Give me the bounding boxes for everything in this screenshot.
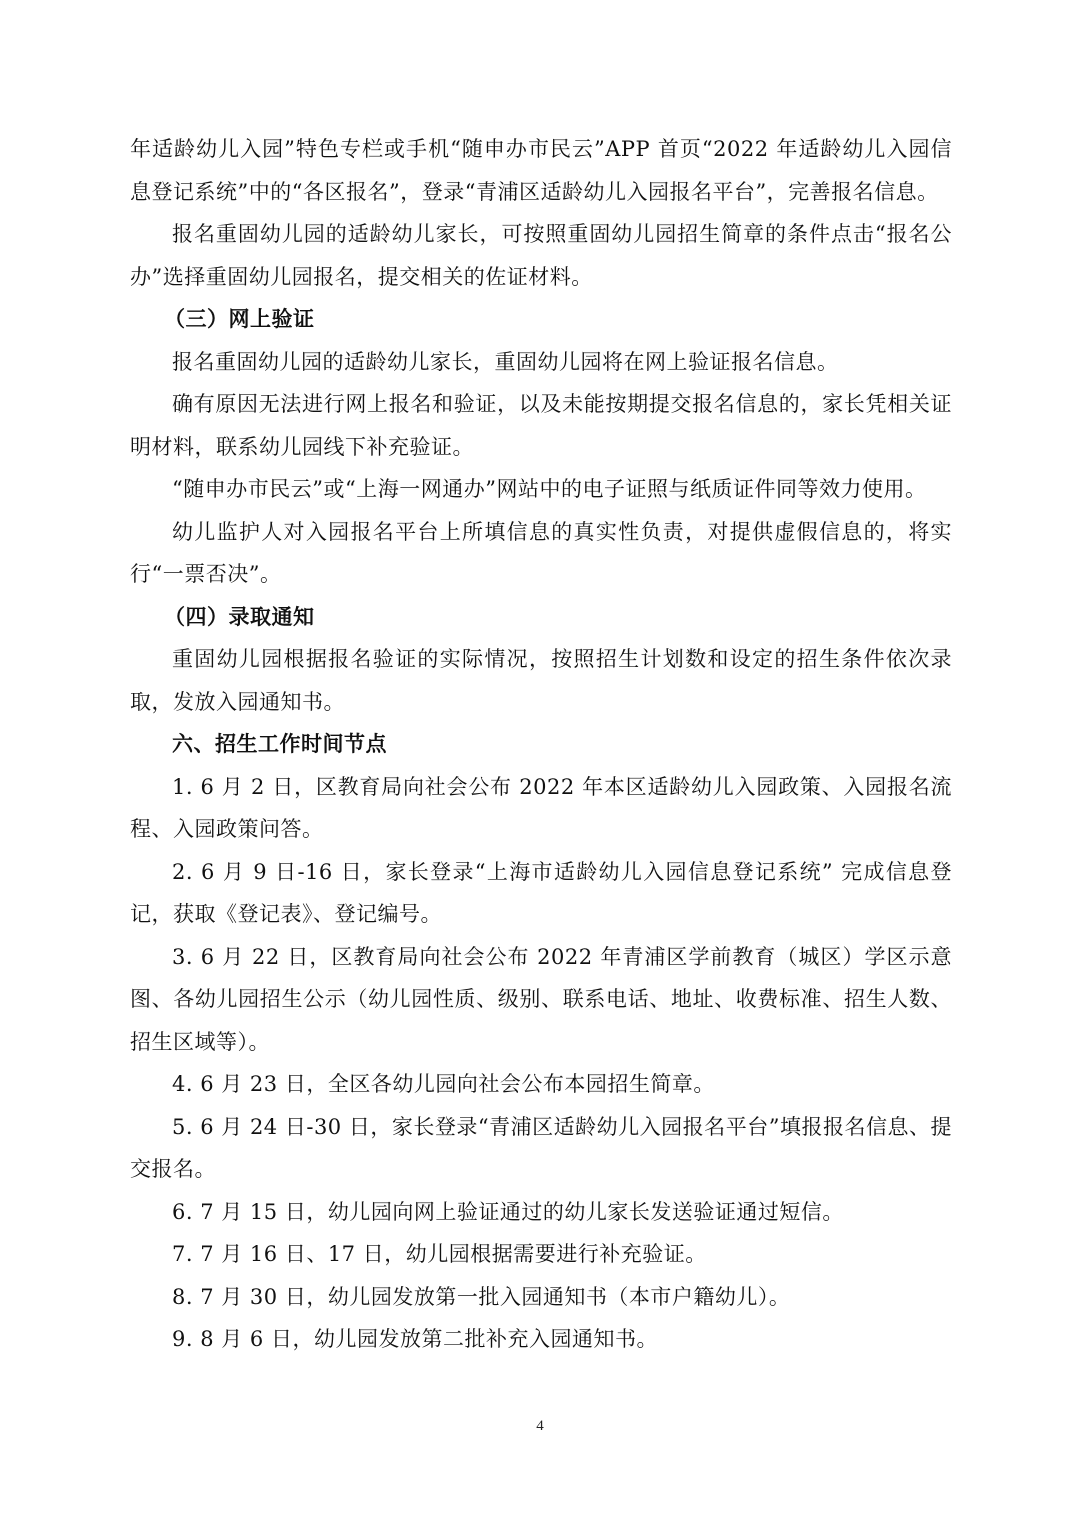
subheading-online-verification: （三）网上验证 bbox=[164, 307, 315, 331]
schedule-item-1: 1. 6 月 2 日，区教育局向社会公布 2022 年本区适龄幼儿入园政策、入园报名流程、入园政策问答。 bbox=[130, 774, 952, 841]
schedule-item-3: 3. 6 月 22 日，区教育局向社会公布 2022 年青浦区学前教育（城区）学区示意图、各幼儿园招生公示（幼儿园性质、级别、联系电话、地址、收费标准、招生人数、招生区域等）。 bbox=[130, 944, 952, 1054]
schedule-item-4: 4. 6 月 23 日，全区各幼儿园向社会公布本园招生简章。 bbox=[172, 1072, 715, 1096]
schedule-item-7: 7. 7 月 16 日、17 日，幼儿园根据需要进行补充验证。 bbox=[172, 1242, 707, 1266]
document-body bbox=[130, 128, 952, 1361]
paragraph-registration-continued: 年适龄幼儿入园”特色专栏或手机“随申办市民云”APP 首页“2022 年适龄幼儿入园信息登记系统”中的“各区报名”，登录“青浦区适龄幼儿入园报名平台”，完善报名信息。 bbox=[130, 137, 952, 204]
page-number: 4 bbox=[536, 1418, 544, 1434]
schedule-item-9: 9. 8 月 6 日，幼儿园发放第二批补充入园通知书。 bbox=[172, 1327, 658, 1351]
heading-schedule: 六、招生工作时间节点 bbox=[172, 732, 387, 756]
schedule-item-2: 2. 6 月 9 日-16 日，家长登录“上海市适龄幼儿入园信息登记系统” 完成信息登记，获取《登记表》、登记编号。 bbox=[130, 859, 952, 926]
subheading-admission-notice: （四）录取通知 bbox=[164, 604, 315, 629]
schedule-item-8: 8. 7 月 30 日，幼儿园发放第一批入园通知书（本市户籍幼儿）。 bbox=[172, 1284, 791, 1309]
paragraph-electronic-certificates: “随申办市民云”或“上海一网通办”网站中的电子证照与纸质证件同等效力使用。 bbox=[172, 477, 927, 501]
paragraph-offline-verify: 确有原因无法进行网上报名和验证，以及未能按期提交报名信息的，家长凭相关证明材料，联系幼儿园线下补充验证。 bbox=[130, 392, 952, 459]
paragraph-online-verify: 报名重固幼儿园的适龄幼儿家长，重固幼儿园将在网上验证报名信息。 bbox=[172, 349, 839, 374]
paragraph-register-public: 报名重固幼儿园的适龄幼儿家长，可按照重固幼儿园招生简章的条件点击“报名公办”选择重固幼儿园报名，提交相关的佐证材料。 bbox=[130, 222, 952, 289]
schedule-item-6: 6. 7 月 15 日，幼儿园向网上验证通过的幼儿家长发送验证通过短信。 bbox=[172, 1199, 844, 1224]
schedule-item-5: 5. 6 月 24 日-30 日，家长登录“青浦区适龄幼儿入园报名平台”填报报名信息、提交报名。 bbox=[130, 1114, 952, 1181]
paragraph-admission: 重固幼儿园根据报名验证的实际情况，按照招生计划数和设定的招生条件依次录取，发放入园通知书。 bbox=[130, 647, 952, 714]
paragraph-guardian-responsibility: 幼儿监护人对入园报名平台上所填信息的真实性负责，对提供虚假信息的，将实行“一票否决”。 bbox=[130, 519, 952, 586]
